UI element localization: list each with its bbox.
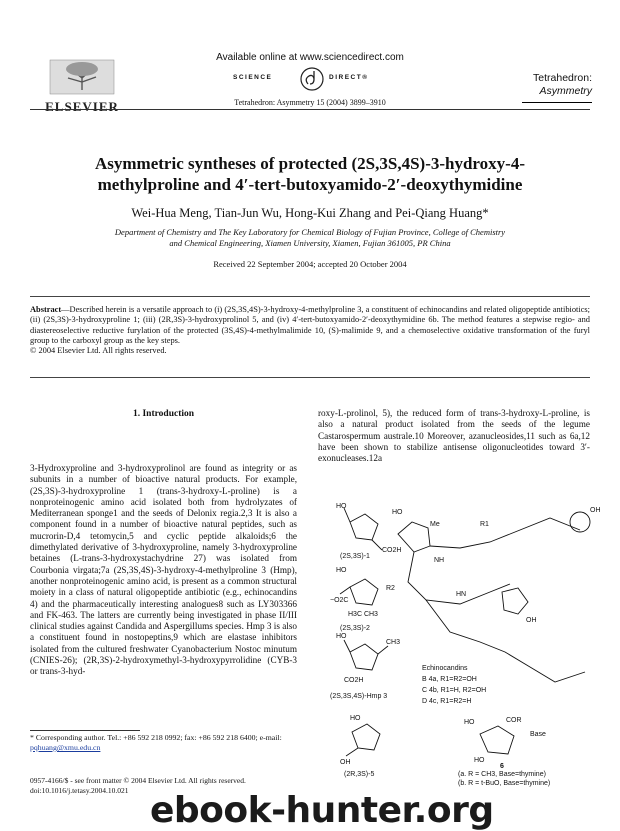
publisher-name: ELSEVIER (45, 99, 119, 114)
header-divider (30, 109, 590, 110)
atom-label: NH (434, 557, 445, 564)
affiliation (60, 227, 560, 249)
author-list: Wei-Hua Meng, Tian-Jun Wu, Hong-Kui Zhang and Pei-Qiang Huang* (131, 206, 489, 220)
abstract-top-rule (30, 296, 590, 297)
article-title (30, 153, 590, 195)
footnote-rule (30, 730, 140, 731)
atom-label: HO (350, 715, 361, 722)
atom-label: CO2H (344, 677, 364, 684)
journal-name-line1: Tetrahedron: (533, 72, 592, 84)
sciencedirect-logo (233, 66, 393, 92)
chemical-structures-figure (330, 492, 601, 787)
atom-label: HO (474, 757, 485, 764)
elsevier-tree-icon (50, 60, 114, 94)
atom-label: H3C CH3 (348, 611, 378, 618)
atom-label: HO (336, 633, 347, 640)
atom-label: OH (590, 507, 601, 514)
atom-label: HO (336, 567, 347, 574)
atom-label: COR (506, 717, 522, 724)
atom-label: HO (392, 509, 403, 516)
atom-label: OH (526, 617, 537, 624)
issn-line: 0957-4166/$ - see front matter © 2004 Elsevier Ltd. All rights reserved. (30, 776, 246, 785)
abstract-label: Abstract (30, 305, 62, 314)
atom-label: CO2H (382, 547, 402, 554)
author-email-link[interactable]: pqhuang@xmu.edu.cn (30, 743, 101, 752)
compound-5-label: (2R,3S)-5 (344, 771, 375, 778)
journal-name-line2: Asymmetry (539, 85, 592, 97)
echinocandin-d: D 4c, R1=R2=H (422, 698, 472, 705)
corresponding-author-footnote (30, 733, 297, 753)
watermark: ebook-hunter.org (150, 790, 494, 831)
echinocandin-c: C 4b, R1=H, R2=OH (422, 687, 487, 694)
compound-3-label: (2S,3S,4S)-Hmp 3 (330, 693, 388, 700)
atom-label: Me (430, 521, 440, 528)
echinocandin-b: B 4a, R1=R2=OH (422, 676, 477, 683)
affiliation-line1: Department of Chemistry and The Key Laboratory for Chemical Biology of Fujian Province, College of Chemistry (114, 227, 506, 237)
sd-right-text: DIRECT® (329, 74, 369, 81)
abstract-bottom-rule (30, 377, 590, 378)
title-line1: Asymmetric syntheses of protected (2S,3S,4S)-3-hydroxy-4- (95, 154, 525, 173)
affiliation-line2: and Chemical Engineering, Xiamen University, Xiamen, Fujian 361005, PR China (169, 238, 451, 248)
sciencedirect-d-icon (299, 66, 325, 92)
intro-right-column: roxy-L-prolinol, 5), the reduced form of trans-3-hydroxy-L-proline, is also a natural product isolated from the seeds of the legume Castarospermum australe.10 Moreover, azanucleosides,11 such as 6a,12 have been shown to stabilize antisense oligonucleotides toward 3′-exonucleases.12a (318, 408, 590, 464)
doi-line: doi:10.1016/j.tetasy.2004.10.021 (30, 785, 129, 795)
received-dates: Received 22 September 2004; accepted 20 October 2004 (213, 259, 407, 269)
copyright: © 2004 Elsevier Ltd. All rights reserved. (30, 346, 167, 356)
abstract (30, 305, 590, 356)
atom-label: R2 (386, 585, 395, 592)
citation-text: Tetrahedron: Asymmetry 15 (2004) 3899–3910 (234, 98, 386, 107)
compound-6-legend-a: (a. R = CH3, Base=thymine) (458, 771, 546, 778)
available-online: Available online at www.sciencedirect.com (216, 52, 404, 63)
compound-1-label: (2S,3S)-1 (340, 553, 370, 560)
atom-label: HO (336, 503, 347, 510)
compound-6-label: 6 (500, 763, 504, 770)
footnote-text: * Corresponding author. Tel.: +86 592 218 0992; fax: +86 592 218 6400; e-mail: (30, 733, 282, 742)
abstract-text: —Described herein is a versatile approach to (i) (2S,3S,4S)-3-hydroxy-4-methylproline 3, a constituent of echinocandins and related oligopeptide antibiotics; (ii) (2S,3S)-3-hydroxyproline 1; (iii) (2R,3S)-3-hydroxyprolinol 5, and (iv) 4′-tert-butoxyamido-2′-deoxythymidine 6b. The method features a stepwise regio- and diastereoselective reductive furylation of the protected (3S,4S)-4-methylmalimide 10, (S)-malimide 9, and a chemoselective oxidative transformation of the furyl group to the carboxyl group as the key steps. (30, 305, 590, 345)
echinocandins-label: Echinocandins (422, 665, 468, 672)
atom-label: Base (530, 731, 546, 738)
atom-label: CH3 (386, 639, 401, 646)
journal-rule (522, 102, 592, 103)
compound-2-label: (2S,3S)-2 (340, 625, 370, 632)
intro-left-column: 3-Hydroxyproline and 3-hydroxyprolinol are found as integrity or as subunits in a number of bioactive natural products. For example, (2S,3S)-3-hydroxyproline 1 (trans-3-hydroxy-L-proline) is a nonproteinogenic amino acid isolated both from hydrolyzates of Mediterranean sponge1 and the seeds of Delonix regia.2,3 It is also a component found in a number of bioactive natural peptides, such as mucrorin-D,4 tetomycin,5 and cyclic peptide alkaloids;6 the dimethylated derivative of 3-hydroxyproline, namely 3-hydroxyproline betaines (L-trans-3-hydroxystachydrine 27) was isolated from Courbonia virgata;7a (2S,3S,4S)-3-hydroxy-4-methylproline 3 (Hmp), another nonproteinogenic amino acid, is present as a common structural moiety in a class of natural oligopeptide antibiotic (e.g., echinocandins 4) and the pharmaceutically interesting analogues8 such as LY303366 and FK-463. The latters are currently being investigated in phase II/III clinical studies against Candida and Aspergillums species. Hmp 3 is also a constituent found in nostopeptins,9 which are elastase inhibitors isolated from the cultured freshwater Cyanobacterium Nostoc minutum (CNIES-26); (2R,3S)-2-hydroxymethyl-3-hydroxypyrrolidine (CYB-3 or trans-3-hyd- (30, 463, 297, 677)
journal-name (502, 72, 592, 98)
title-line2: methylproline and 4′-tert-butoxyamido-2′-deoxythymidine (97, 175, 523, 194)
atom-label: R1 (480, 521, 489, 528)
compound-6-legend-b: (b. R = t-BuO, Base=thymine) (458, 780, 551, 787)
section-heading: 1. Introduction (132, 409, 195, 419)
atom-label: HN (456, 591, 467, 598)
sd-left-text: SCIENCE (233, 74, 273, 81)
atom-label: OH (340, 759, 351, 766)
atom-label: HO (464, 719, 475, 726)
atom-label: −O2C (330, 597, 349, 604)
